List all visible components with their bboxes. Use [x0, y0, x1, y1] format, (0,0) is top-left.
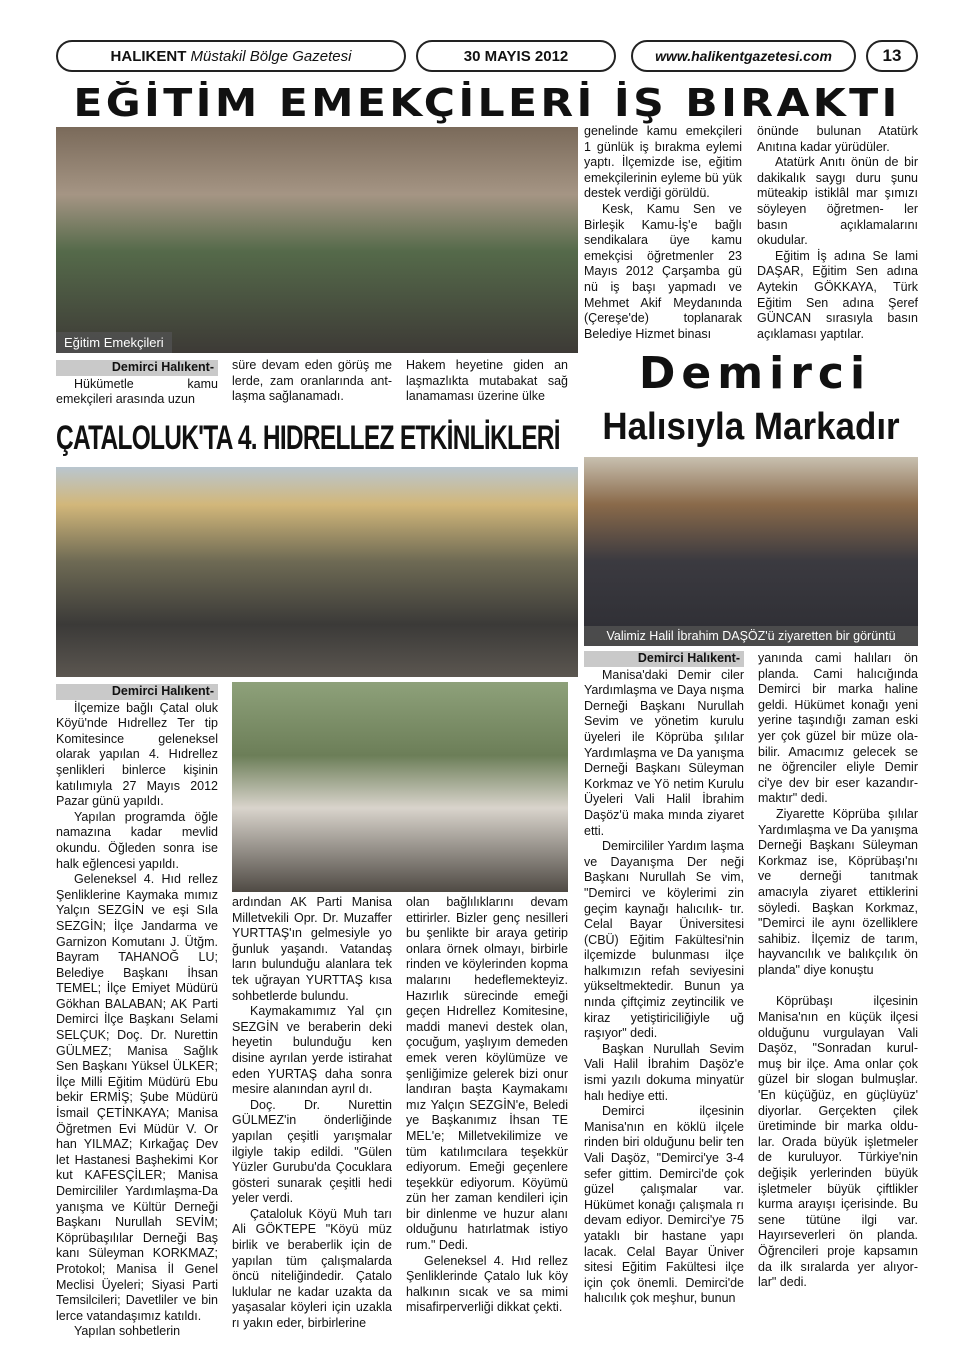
story3-text: yanında cami halıları ön planda. Cami halıcığında Demirci bir marka haline geldi. Hükümet konağı yeni yerine taşındığı zaman eski yer çok güzel bir müze ola- bilir. Amacımız gelecek se ne öğrenciler eliyle Demir ci'ye dev bir eser kazandır- maktır" dedi. [758, 651, 918, 806]
story1-text: genelinde kamu emekçileri 1 günlük iş bırakma eylemi yaptı. İlçemizde ise, eğitim emekçilerinin eyleme bü yük destek verdiği görüldü. [584, 124, 742, 201]
story2-crowd-photo [56, 467, 578, 677]
story3-photo-caption: Valimiz Halil İbrahim DAŞÖZ'ü ziyaretten bir görüntü [584, 626, 918, 646]
story2-text: Yapılan programda öğle namazına kadar mevlid okundu. Öğleden sonra ise halk eğlencesi yapıldı. [56, 809, 218, 871]
story2-text: olan bağlılıklarını devam ettirirler. Bizler genç nesilleri bu şenlikte bir araya getirip onlara örnek olmayı, birbirle rinden ve köylerinden kopma malarını hedeflemekteyiz. Hazırlık sürecinde emeği geçen Hıdrellez Komitesine, maddi manevi destek olan, çocuğum, yaşlıyım demeden emek veren köylümüze ve şenliğimize gelerek bizi onur landıran başta Kaymakamı mız Yalçın SEZGİN'e, Beledi ye Başkanımız İhsan TE MEL'e; Milletvekilimize ve tüm katılımcılara teşekkür ediyorum. Emeği geçenlere teşekkür ediyorum. Köyümü zün her zaman kendileri için bir dinlenme ve huzur alanı olduğunu hatırlatmak istiyo rum." Dedi. [406, 895, 568, 1253]
page-number: 13 [866, 40, 918, 72]
paper-name: HALIKENT [110, 47, 187, 65]
story2-text: Çataloluk Köyü Muh tarı Ali GÖKTEPE "Köyü müz birlik ve beraberlik için de yapılan tüm çalışmalarda öncü niteliğindedir. Çatalo luklular ne kadar uzakta da yaşasalar köyleri için uzakla rı yakın eder, birbirlerine [232, 1206, 392, 1331]
story1-photo [56, 127, 578, 353]
story1-byline: Demirci Halıkent- [56, 360, 218, 376]
story1-text: Kesk, Kamu Sen ve Birleşik Kamu-İş'e bağlı sendikalara üye kamu emekçisi öğretmenler 23 Mayıs 2012 Çarşamba gü nü iş başı yapmadı ve Mehmet Akif Meydanında (Çereşe'de) toplanarak Belediye Hizmet binası [584, 201, 742, 341]
story3-text: Köprübaşı ilçesinin Manisa'nın en küçük ilçesi olduğunu vurgulayan Vali Daşöz, "Sonradan kurul- muş bir ilçe. Ama onlar çok güzel bir slogan bulmuşlar. 'En küçüğüz, en güçlüyüz' diyorlar. Gerçekten çilek üretiminde bir marka oldu- lar. Orada büyük işletmeler de kuruluyor. Türkiye'nin değişik yerlerinden büyük işletmeler büyük çiftlikler kurma arayışı içerisinde. Bu sene tütüne ilgi var. Hayırseverleri ön planda. Öğrencileri proje kapsamın da ilk sıralarda yer alıyor- lar" dedi. [758, 994, 918, 1290]
story2-text: Geleneksel 4. Hıd rellez Şenliklerinde Çatalo luk köy halkının sıcak ve sa mimi misafirperverliği dikkat çekti. [406, 1253, 568, 1315]
story1-text: süre devam eden görüş me lerde, zam oranlarında ant- laşma sağlanamadı. [232, 358, 392, 404]
story1-headline: EĞİTİM EMEKÇİLERİ İŞ BIRAKTI [73, 81, 901, 125]
story2-text: Kaymakamımız Yal çın SEZGİN ve beraberin deki heyetin bulunduğu ken disine ayrılan yerde istirahat eden YURTAŞ daha sonra mesire alanından ayrıl dı. [232, 1004, 392, 1097]
story2-text: ardından AK Parti Manisa Milletvekili Opr. Dr. Muzaffer YURTTAŞ'ın gelmesiyle yo ğunluk yaşandı. Vatandaş ların bulunduğu alanlara tek tek uğrayan YURTTAŞ kısa sohbetlerde bulundu. [232, 895, 392, 1003]
story2-column-3 [406, 895, 568, 1316]
story1-column-3 [406, 358, 568, 403]
story3-text: Ziyarette Köprüba şılılar Yardımlaşma ve Da yanışma Derneği Başkanı Süleyman Korkmaz ise, Köprübaşı'nı ve derneği tanıtmak amacıyla ziyaret ettiklerini söyledi. Başkan Korkmaz, "Demirci ile aynı özelliklere sahibiz. İlçemiz de tarım, hayvancılık ve balıkçılık ön planda" diye konuştu [758, 806, 918, 977]
story3-headline-2: Halısıyla Markadır [602, 406, 900, 448]
paper-name-box [56, 40, 406, 72]
story2-text: Geleneksel 4. Hıd rellez Şenliklerine Kaymaka mımız Yalçın SEZGİN ve eşi Sıla SEZGİN; İlçe Jandarma ve Garnizon Komutanı J. Ütğm. Bayram TAHANOĞ LU; Belediye Başkanı İhsan TEMEL; İlçe Emiyet Müdürü Gökhan BALABAN; AK Parti Demirci İlçe Başkanı Selami SELÇUK; Doç. Dr. Nurettin GÜLMEZ; Manisa Sağlık Sen Başkanı Yüksel ÜLKER; İlçe Milli Eğitim Müdürü Ebu bekir ERMİŞ; Şube Müdürü İsmail ÇETİNKAYA; Manisa Öğretmen Evi Müdür V. Or han YILMAZ; Kırkağaç Dev let Hastanesi Başhekimi Kor kut KAFESÇİLER; Manisa Demircililer Yardımlaşma-Da yanışma ve Kültür Derneği Başkanı Nurullah SEVİM; Köprübaşılılar Derneği Baş kanı Süleyman KORKMAZ; Protokol; Manisa İl Genel Meclisi Üyeleri; Siyasi Parti Temsilcileri; Davetliler ve bin lerce vatandaşımız katıldı. [56, 872, 218, 1323]
story3-text: Demircililer Yardım laşma ve Dayanışma Der neği Başkanı Nurullah Se vim, "Demirci ve köylerimi zin geçim kaynağı halıcılık- tır. Celal Bayar Üniversitesi (CBÜ) Eğitim Fakültesi'nin ilçemizde bulunması ilçe halkımızın refah seviyesini yükseltmektedir. Bunun ya nında çiftçimiz zeytincilik ve kiraz yetiştiriciliğiyle uğ raşıyor" dedi. [584, 839, 744, 1041]
story3-column-1 [584, 651, 744, 1316]
story1-text: önünde bulunan Atatürk Anıtına kadar yürüdüler. [757, 124, 918, 154]
story1-column-2 [232, 358, 392, 403]
story2-guests-photo [232, 682, 568, 892]
story2-column-1 [56, 684, 218, 1339]
story2-text: Doç. Dr. Nurettin GÜLMEZ'in önderliğinde yapılan çeşitli yarışmalar ilgiyle takip edildi. "Gülen Yüzler Gurubu'da Çocuklara gösteri sunarak çeşitli hedi yeler verdi. [232, 1097, 392, 1206]
story1-column-5 [757, 124, 918, 369]
story1-text: Hükümetle kamu emekçileri arasında uzun [56, 376, 218, 407]
story1-column-4 [584, 124, 742, 369]
website-link[interactable]: www.halikentgazetesi.com [631, 40, 856, 72]
story3-photo [584, 457, 918, 646]
paper-tagline: Müstakil Bölge Gazetesi [190, 47, 352, 65]
story3-byline: Demirci Halıkent- [584, 651, 744, 667]
story1-text: Atatürk Anıtı önün de bir dakikalık saygı duru şunu müteakip istiklâl mar şımızı söyleyen öğretmen- ler basın açıklamalarını okudular. [757, 155, 918, 248]
page-header [56, 40, 918, 74]
story3-text: Manisa'daki Demir ciler Yardımlaşma ve Daya nışma Derneği Başkanı Nurullah Sevim ve yönetim kurulu üyeleri ile Köprüba şılılar Yardımlaşma ve Da yanışma Derneği Başkanı Süleyman Korkmaz ve Yö netim Kurulu Üyeleri Vali Halil İbrahim Daşöz'ü maka mında ziyaret etti. [584, 667, 744, 838]
story3-text: Demirci ilçesinin Manisa'nın en köklü ilçele rinden biri olduğunu belir ten Vali Daşöz, "Demirci'ye 3-4 sefer gittim. Demirci'de çok güzel çalışmalar var. Hükümet konağı çalışmala rı devam ediyor. Demirci'ye 75 yataklı bir hastane yapı lacak. Celal Bayar Üniver sitesi Eğitim Fakültesi ilçe için çok önemli. Demirci'de halıcılık çok meşhur, bunun [584, 1104, 744, 1306]
story2-byline: Demirci Halıkent- [56, 684, 218, 700]
story3-column-2 [758, 651, 918, 1316]
story3-text: Başkan Nurullah Sevim Vali Halil İbrahim Daşöz'e ismi yazılı dokuma minyatür halı hediye etti. [584, 1041, 744, 1103]
story2-text: İlçemize bağlı Çatal oluk Köyü'nde Hıdrellez Ter tip Komitesince geleneksel olarak yapılan 4. Hıdrellez şenlikleri binlerce kişinin katılımıyla 27 Mayıs 2012 Pazar günü yapıldı. [56, 700, 218, 809]
story1-column-1 [56, 360, 218, 405]
story2-text: Yapılan sohbetlerin [74, 1324, 181, 1339]
story3-headline-1: Demirci [638, 348, 872, 399]
story1-text: Eğitim İş adına Se lami DAŞAR, Eğitim Sen adına Aytekin GÖKKAYA, Türk Eğitim Sen adına Şeref GÜNCAN sırasıyla basın açıklaması yaptılar. [757, 248, 918, 341]
story1-photo-caption: Eğitim Emekçileri [56, 332, 172, 353]
story2-column-2 [232, 895, 392, 1331]
issue-date: 30 MAYIS 2012 [416, 40, 616, 72]
story2-headline: ÇATALOLUK'TA 4. HIDRELLEZ ETKİNLİKLERİ [56, 419, 560, 457]
story1-text: Hakem heyetine giden an laşmazlıkta mutabakat sağ lanamaması üzerine ülke [406, 358, 568, 404]
